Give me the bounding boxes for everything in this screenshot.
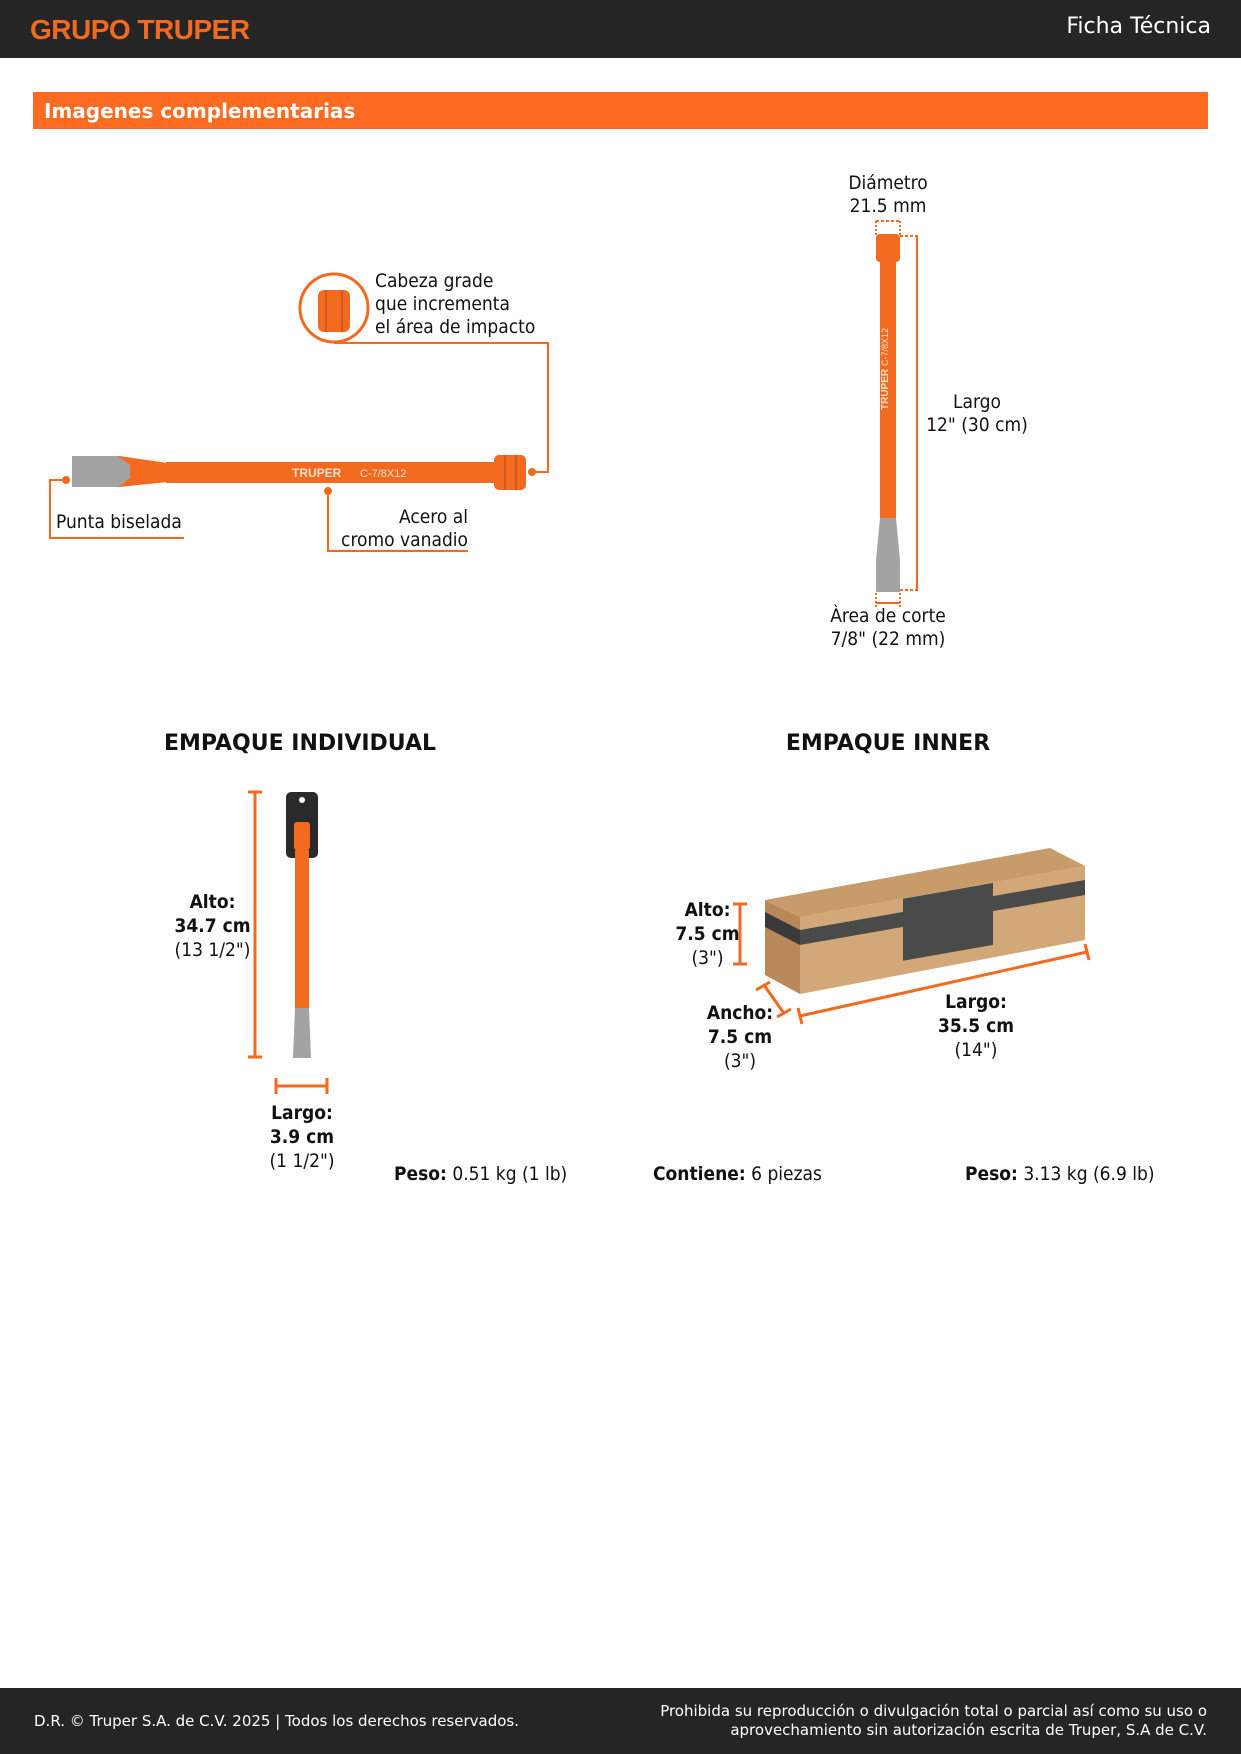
vertical-chisel-head: [876, 234, 900, 262]
section-title: Imagenes complementarias: [44, 99, 356, 123]
page-footer: [0, 1688, 1241, 1754]
packaged-chisel-shaft: [295, 850, 309, 1010]
inner-height-label: Alto: 7.5 cm (3"): [675, 899, 740, 969]
head-callout-dot: [528, 468, 536, 476]
length-label: Largo 12" (30 cm): [926, 391, 1028, 436]
individual-length-label: Largo: 3.9 cm (1 1/2"): [269, 1102, 335, 1172]
svg-text:TRUPER: TRUPER: [880, 368, 891, 410]
inner-pack-title: EMPAQUE INNER: [785, 731, 991, 756]
diameter-label: Diámetro 21.5 mm: [848, 172, 928, 217]
inner-contains: Contiene: 6 piezas: [653, 1163, 822, 1185]
grupo-truper-logo: GRUPO TRUPER: [30, 14, 250, 45]
tip-callout: Punta biselada: [56, 511, 182, 533]
inner-weight: Peso: 3.13 kg (6.9 lb): [965, 1163, 1155, 1185]
inner-length-label: Largo: 35.5 cm (14"): [937, 991, 1015, 1061]
chisel-brand-text: TRUPER: [292, 466, 342, 480]
vertical-chisel-blade: [876, 518, 900, 592]
chisel-head: [494, 455, 526, 490]
head-detail-icon: [318, 290, 350, 332]
footer-copyright: D.R. © Truper S.A. de C.V. 2025 | Todos los derechos reservados.: [34, 1712, 519, 1730]
document-title: Ficha Técnica: [1066, 14, 1211, 39]
individual-height-label: Alto: 34.7 cm (13 1/2"): [174, 891, 251, 961]
individual-weight: Peso: 0.51 kg (1 lb): [394, 1163, 568, 1185]
cut-area-label: Àrea de corte 7/8" (22 mm): [830, 605, 946, 650]
individual-pack-title: EMPAQUE INDIVIDUAL: [163, 731, 437, 756]
head-callout-line: [334, 343, 548, 472]
material-callout: Acero al cromo vanadio: [341, 506, 468, 551]
footer-notice: Prohibida su reproducción o divulgación total o parcial así como su uso o aprovechamiento sin autorización escrita de Truper, S.A de C.V.: [660, 1702, 1207, 1739]
head-callout: Cabeza grade que incrementa el área de impacto: [375, 270, 536, 338]
inner-width-label: Ancho: 7.5 cm (3"): [706, 1002, 774, 1072]
svg-text:C-7/8X12: C-7/8X12: [880, 327, 890, 366]
chisel-code-text: C-7/8X12: [360, 468, 407, 480]
